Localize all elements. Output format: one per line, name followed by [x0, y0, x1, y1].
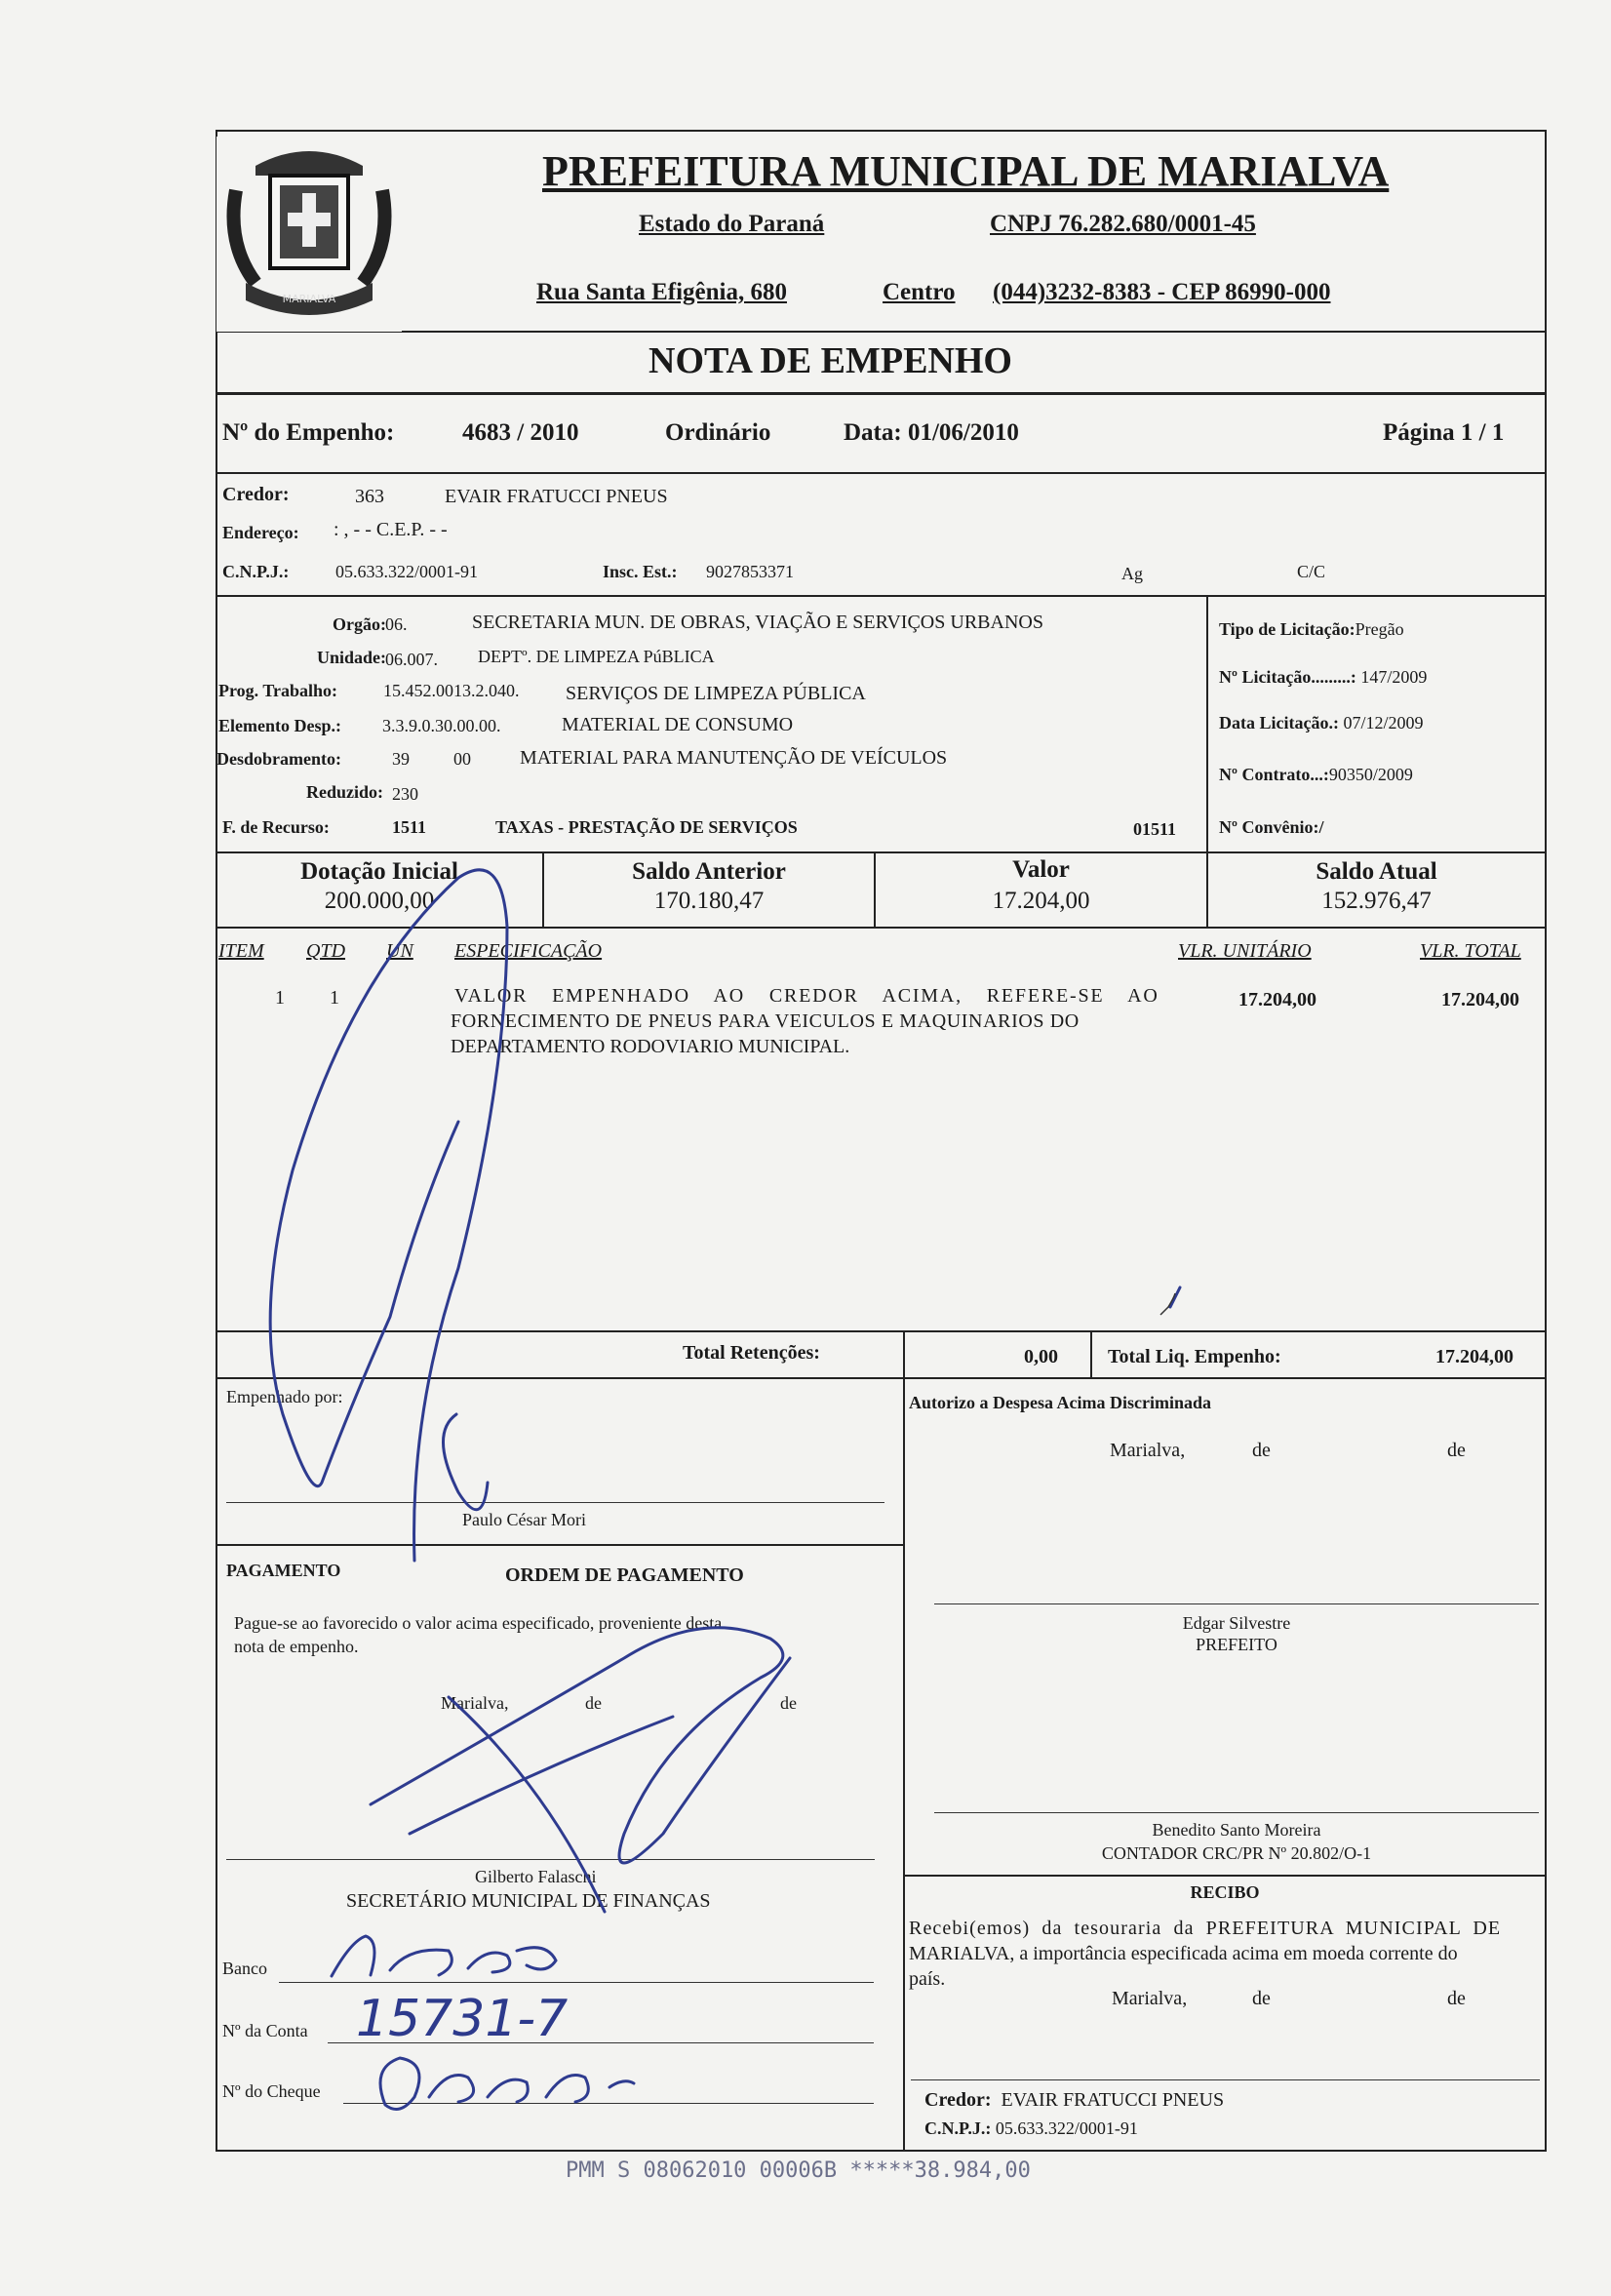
- nota-empenho-title: NOTA DE EMPENHO: [648, 340, 1012, 381]
- elemento-label: Elemento Desp.:: [218, 716, 341, 735]
- recibo-de1: de: [1252, 1988, 1271, 2009]
- cnpj-label: CNPJ 76.282.680/0001-45: [990, 211, 1256, 237]
- recibo-cnpj-label: C.N.P.J.:: [924, 2118, 992, 2138]
- street-label: Rua Santa Efigênia, 680: [536, 279, 787, 305]
- pagamento-text-line2: nota de empenho.: [234, 1637, 359, 1656]
- state-label: Estado do Paraná: [639, 211, 825, 237]
- cc-label: C/C: [1297, 562, 1326, 581]
- pagamento-title: PAGAMENTO: [226, 1561, 341, 1580]
- contador-role: CONTADOR CRC/PR Nº 20.802/O-1: [1101, 1843, 1372, 1863]
- orgao-label: Orgão:: [333, 614, 386, 634]
- item-desc-line3: DEPARTAMENTO RODOVIARIO MUNICIPAL.: [451, 1036, 850, 1057]
- saldo-atual-value: 152.976,47: [1321, 888, 1432, 914]
- total-liquido-value: 17.204,00: [1435, 1346, 1513, 1367]
- secretario-role: SECRETÁRIO MUNICIPAL DE FINANÇAS: [346, 1890, 711, 1912]
- empenhado-por-name: Paulo César Mori: [462, 1510, 586, 1529]
- col-qtd: QTD: [306, 940, 346, 962]
- empenho-number-label: Nº do Empenho:: [222, 419, 395, 446]
- desdobramento-label: Desdobramento:: [216, 749, 341, 769]
- pagamento-de1: de: [585, 1693, 602, 1713]
- unidade-label: Unidade:: [316, 648, 386, 667]
- valor-label: Valor: [1012, 856, 1070, 883]
- tipo-licitacao-label: Tipo de Licitação:: [1219, 619, 1356, 639]
- phone-cep-label: (044)3232-8383 - CEP 86990-000: [993, 279, 1331, 305]
- recibo-text-line2: MARIALVA, a importância especificada acima em moeda corrente do: [909, 1943, 1458, 1964]
- signature-line: [934, 1603, 1539, 1604]
- rule: [216, 392, 1547, 395]
- contador-name: Benedito Santo Moreira: [1152, 1820, 1321, 1840]
- col-especificacao: ESPECIFICAÇÃO: [454, 940, 603, 962]
- pagamento-place: Marialva,: [441, 1693, 509, 1713]
- data-licitacao: [1219, 713, 1423, 733]
- pagamento-de2: de: [780, 1693, 797, 1713]
- saldo-anterior-label: Saldo Anterior: [632, 858, 786, 885]
- data-licitacao-label: Data Licitação.:: [1219, 713, 1339, 732]
- dotacao-label: Dotação Inicial: [300, 858, 458, 885]
- total-liquido-label: Total Liq. Empenho:: [1108, 1346, 1281, 1367]
- insc-est-value: 9027853371: [706, 562, 794, 581]
- desdobramento-code: 39: [392, 749, 410, 769]
- recibo-title: RECIBO: [1190, 1882, 1260, 1902]
- autorizo-de1: de: [1252, 1440, 1271, 1461]
- recibo-text-line3: país.: [909, 1968, 946, 1990]
- rule: [903, 1330, 905, 2152]
- prog-trabalho-code: 15.452.0013.2.040.: [383, 681, 520, 700]
- banco-label: Banco: [222, 1959, 267, 1978]
- address-label: Endereço:: [222, 523, 299, 542]
- recibo-de2: de: [1447, 1988, 1466, 2009]
- numero-licitacao-label: Nº Licitação.........:: [1219, 667, 1356, 687]
- numero-contrato-label: Nº Contrato...:: [1219, 765, 1329, 784]
- banco-line: [279, 1982, 874, 1983]
- recibo-credor-name: EVAIR FRATUCCI PNEUS: [1001, 2089, 1225, 2111]
- address-value: : , - - C.E.P. - -: [334, 519, 448, 540]
- signature-line: [934, 1812, 1539, 1813]
- item-number: 1: [275, 987, 285, 1009]
- district-label: Centro: [883, 279, 956, 305]
- credor-cnpj: 05.633.322/0001-91: [335, 562, 478, 581]
- empenho-date: Data: 01/06/2010: [844, 419, 1019, 446]
- saldo-anterior-value: 170.180,47: [653, 888, 765, 914]
- rule: [216, 1377, 1547, 1379]
- signature-line: [226, 1859, 875, 1860]
- item-total-value: 17.204,00: [1441, 989, 1519, 1010]
- empenho-number: 4683 / 2010: [462, 419, 579, 446]
- page-indicator: Página 1 / 1: [1383, 419, 1505, 446]
- recibo-place: Marialva,: [1112, 1988, 1188, 2009]
- rule: [216, 472, 1547, 474]
- rule: [216, 595, 1547, 597]
- svg-text:MARIALVA: MARIALVA: [282, 293, 336, 305]
- tipo-licitacao: [1219, 619, 1404, 640]
- conta-label: Nº da Conta: [222, 2021, 308, 2040]
- recibo-text-line1: Recebi(emos) da tesouraria da PREFEITURA MUNICIPAL DE: [909, 1918, 1502, 1939]
- saldo-atual-label: Saldo Atual: [1316, 858, 1437, 885]
- numero-contrato: [1219, 765, 1413, 785]
- col-un: UN: [386, 940, 413, 962]
- cnpj-label-credor: C.N.P.J.:: [222, 562, 290, 581]
- prefeito-role: PREFEITO: [1196, 1635, 1277, 1654]
- dotacao-value: 200.000,00: [324, 888, 435, 914]
- autorizo-de2: de: [1447, 1440, 1466, 1461]
- numero-licitacao-value: 147/2009: [1360, 667, 1428, 687]
- prefeito-name: Edgar Silvestre: [1182, 1613, 1291, 1633]
- reduzido-label: Reduzido:: [305, 782, 383, 802]
- insc-est-label: Insc. Est.:: [603, 562, 678, 581]
- prog-trabalho-label: Prog. Trabalho:: [218, 681, 338, 700]
- recurso-code: 1511: [392, 817, 427, 837]
- cheque-line: [343, 2103, 874, 2104]
- credor-label: Credor:: [222, 484, 290, 505]
- signature-line: [911, 2079, 1540, 2080]
- rule: [903, 1875, 1547, 1877]
- col-valor-total: VLR. TOTAL: [1420, 940, 1521, 962]
- rule: [216, 1544, 903, 1546]
- recibo-credor: [924, 2089, 1224, 2112]
- ag-label: Ag: [1121, 564, 1143, 583]
- elemento-code: 3.3.9.0.30.00.00.: [382, 716, 501, 735]
- rule: [216, 927, 1547, 929]
- rule: [1090, 1330, 1092, 1377]
- conta-handwritten: 15731-7: [356, 1990, 569, 2048]
- autorizo-place: Marialva,: [1110, 1440, 1186, 1461]
- numero-convenio: Nº Convênio:/: [1219, 817, 1324, 837]
- empenho-type: Ordinário: [665, 419, 771, 446]
- orgao-code: 06.: [385, 614, 408, 634]
- recibo-cnpj-value: 05.633.322/0001-91: [995, 2118, 1138, 2138]
- desdobramento-desc: MATERIAL PARA MANUTENÇÃO DE VEÍCULOS: [520, 747, 948, 769]
- rule: [216, 331, 1547, 333]
- prefeitura-title: PREFEITURA MUNICIPAL DE MARIALVA: [542, 147, 1390, 195]
- data-licitacao-value: 07/12/2009: [1343, 713, 1424, 732]
- rule: [1206, 595, 1208, 851]
- numero-licitacao: [1219, 667, 1427, 688]
- recurso-number: 01511: [1133, 819, 1177, 839]
- item-unit-value: 17.204,00: [1238, 989, 1316, 1010]
- recurso-label: F. de Recurso:: [222, 817, 330, 837]
- unidade-code: 06.007.: [385, 650, 438, 669]
- retencoes-label: Total Retenções:: [683, 1342, 820, 1364]
- pagamento-text-line1: Pague-se ao favorecido o valor acima especificado, proveniente desta: [234, 1613, 723, 1633]
- autorizo-title: Autorizo a Despesa Acima Discriminada: [909, 1393, 1211, 1412]
- col-item: ITEM: [218, 940, 264, 962]
- reduzido-value: 230: [392, 784, 418, 804]
- rule: [216, 1330, 1547, 1332]
- tipo-licitacao-value: Pregão: [1355, 619, 1404, 639]
- credor-name: EVAIR FRATUCCI PNEUS: [445, 486, 668, 507]
- numero-contrato-value: 90350/2009: [1328, 765, 1413, 784]
- orgao-desc: SECRETARIA MUN. DE OBRAS, VIAÇÃO E SERVIÇOS URBANOS: [472, 612, 1043, 633]
- valor-value: 17.204,00: [992, 888, 1090, 914]
- cheque-label: Nº do Cheque: [222, 2081, 321, 2101]
- recibo-credor-label: Credor:: [924, 2089, 992, 2111]
- rule: [216, 851, 1547, 853]
- unidade-desc: DEPTº. DE LIMPEZA PúBLICA: [478, 647, 715, 666]
- col-valor-unitario: VLR. UNITÁRIO: [1178, 940, 1312, 962]
- municipal-crest-logo: [216, 137, 402, 332]
- retencoes-value: 0,00: [1024, 1346, 1058, 1367]
- credor-code: 363: [355, 486, 384, 507]
- processing-stamp: PMM S 08062010 00006B *****38.984,00: [566, 2158, 1031, 2183]
- recurso-desc: TAXAS - PRESTAÇÃO DE SERVIÇOS: [495, 817, 798, 837]
- elemento-desc: MATERIAL DE CONSUMO: [562, 714, 794, 735]
- item-desc-line1: VALOR EMPENHADO AO CREDOR ACIMA, REFERE-SE AO: [454, 985, 1159, 1007]
- signature-line: [226, 1502, 884, 1503]
- recibo-cnpj: [924, 2118, 1138, 2139]
- empenhado-por-label: Empenhado por:: [226, 1387, 343, 1406]
- prog-trabalho-desc: SERVIÇOS DE LIMPEZA PÚBLICA: [566, 683, 866, 704]
- secretario-name: Gilberto Falaschi: [475, 1867, 597, 1886]
- item-desc-line2: FORNECIMENTO DE PNEUS PARA VEICULOS E MAQUINARIOS DO: [451, 1010, 1080, 1032]
- desdobramento-sub: 00: [453, 749, 471, 769]
- item-qtd: 1: [330, 987, 339, 1009]
- ordem-pagamento-title: ORDEM DE PAGAMENTO: [505, 1564, 744, 1586]
